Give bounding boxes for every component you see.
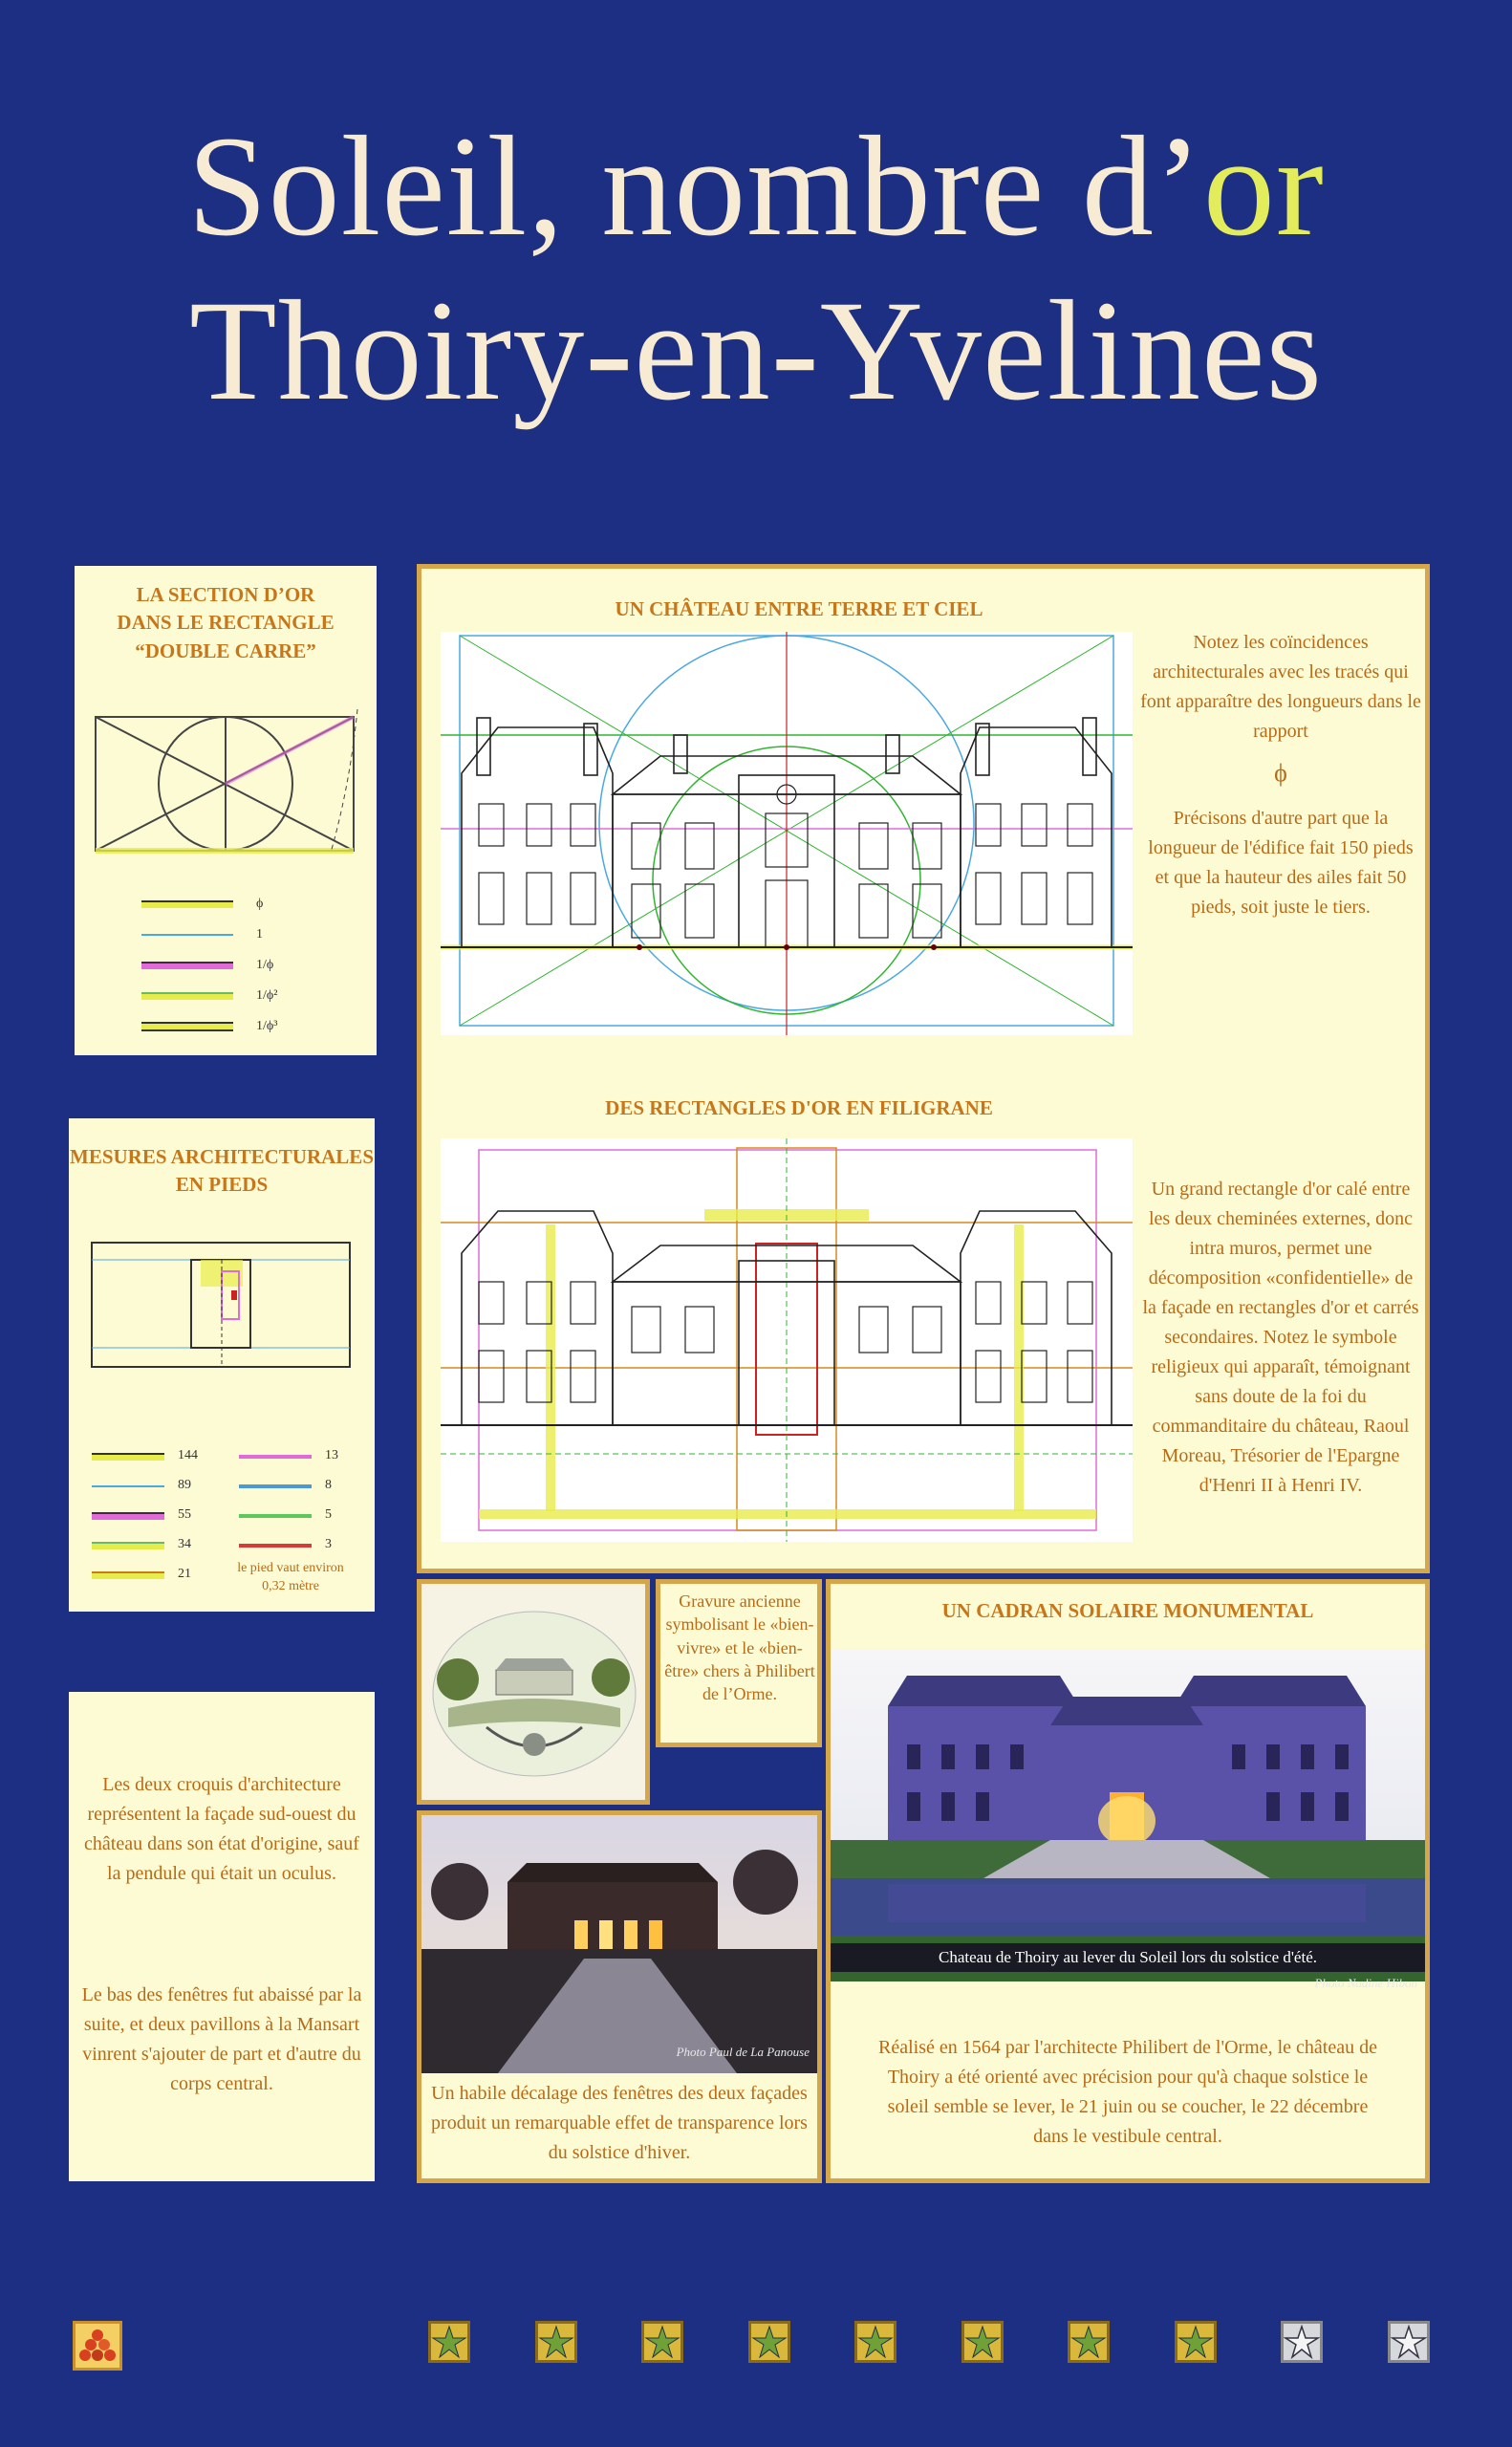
- chateau-panel: [417, 564, 1430, 1573]
- star-icon-silver: [1281, 2321, 1323, 2363]
- star-icon: [535, 2321, 577, 2363]
- mesure-row: [92, 1501, 235, 1530]
- legend-row-inv-phi3: [141, 1011, 333, 1042]
- cadran-panel: [826, 1579, 1430, 2183]
- mesure-swatch: [239, 1514, 312, 1518]
- legend-label: ϕ: [256, 896, 264, 911]
- page-title-line2: Thoiry-en-Yvelines: [189, 271, 1323, 430]
- title-accent: or: [1202, 107, 1325, 266]
- mesure-swatch: [239, 1544, 312, 1548]
- legend-row-1: [141, 920, 333, 950]
- gravure-text-panel: [656, 1579, 822, 1747]
- mesure-swatch: [92, 1453, 164, 1461]
- mesure-row: [239, 1530, 363, 1560]
- legend-swatch: [141, 1022, 233, 1031]
- double-square-diagram: [92, 709, 359, 862]
- mesure-value: 55: [178, 1507, 191, 1523]
- gravure-text: Gravure ancienne symbolisant le «bien-vivre» et le «bien-être» chers à Philibert de l’Orme.: [664, 1592, 815, 1704]
- legend-swatch: [141, 992, 233, 1000]
- mesure-value: 144: [178, 1448, 198, 1463]
- winter-solstice-photo: [421, 1815, 817, 2073]
- summer-solstice-photo: [831, 1649, 1425, 1981]
- mesure-swatch: [92, 1542, 164, 1549]
- mesure-swatch: [239, 1484, 312, 1488]
- cadran-heading: UN CADRAN SOLAIRE MONUMENTAL: [941, 1599, 1314, 1622]
- mesure-value: 8: [325, 1478, 332, 1493]
- section-legend: [141, 889, 333, 1042]
- star-icon: [854, 2321, 896, 2363]
- star-icon: [961, 2321, 1004, 2363]
- gravure-image-panel: [417, 1579, 650, 1805]
- chateau-text-1a: Notez les coïncidences architecturales avec les tracés qui font apparaître des longueurs dans le rapport: [1140, 632, 1421, 742]
- legend-label: 1/ϕ: [256, 957, 274, 972]
- star-icon: [1175, 2321, 1217, 2363]
- croquis-panel: [69, 1692, 375, 2181]
- mesure-row: [92, 1471, 235, 1501]
- legend-row-inv-phi: [141, 950, 333, 981]
- phi-symbol: ϕ: [1274, 759, 1287, 787]
- mesure-row: [239, 1501, 363, 1530]
- croquis-para2: Le bas des fenêtres fut abaissé par la suite, et deux pavillons à la Mansart vinrent s'ajouter de part et d'autre du corps central.: [81, 1984, 362, 2094]
- legend-swatch: [141, 900, 233, 908]
- mesure-value: 5: [325, 1507, 332, 1523]
- star-icon: [641, 2321, 683, 2363]
- legend-swatch: [141, 934, 233, 936]
- mesures-diagram: [88, 1233, 359, 1376]
- star-icon: [748, 2321, 790, 2363]
- mesures-right-legend: [239, 1441, 363, 1560]
- mesure-swatch: [239, 1455, 312, 1459]
- cadran-caption: Chateau de Thoiry au lever du Soleil lors du solstice d'été.: [938, 1948, 1317, 1966]
- mesures-note: le pied vaut environ 0,32 mètre: [237, 1561, 344, 1593]
- hiver-text: Un habile décalage des fenêtres des deux façades produit un remarquable effet de transparence lors du solstice d'hiver.: [431, 2083, 808, 2163]
- section-panel: [75, 566, 377, 1055]
- cadran-photo-credit: Photo Nadine Hibon: [1314, 1976, 1417, 1990]
- legend-label: 1: [256, 926, 263, 942]
- page-title-line1: [0, 107, 1512, 266]
- mesure-row: [92, 1441, 235, 1471]
- chateau-heading-1: UN CHÂTEAU ENTRE TERRE ET CIEL: [615, 597, 983, 620]
- mesure-value: 3: [325, 1537, 332, 1552]
- fruit-pyramid-icon: [73, 2321, 122, 2371]
- mesure-row: [239, 1441, 363, 1471]
- croquis-para1: Les deux croquis d'architecture représentent la façade sud-ouest du château dans son état d'origine, sauf la pendule qui était un oculus.: [84, 1774, 359, 1884]
- mesure-swatch: [92, 1571, 164, 1579]
- mesure-row: [92, 1530, 235, 1560]
- hiver-panel: [417, 1810, 822, 2183]
- chateau-text-1b: Précisons d'autre part que la longueur de l'édifice fait 150 pieds et que la hauteur des ailes fait 50 pieds, soit juste le tiers.: [1148, 808, 1414, 918]
- legend-row-inv-phi2: [141, 981, 333, 1011]
- chateau-text-2: Un grand rectangle d'or calé entre les deux cheminées externes, donc intra muros, permet une décomposition «confidentielle» de la façade en rectangles d'or et carrés secondaires. Notez le symbole religieux qui apparaît, témoignant sans doute de la foi du commanditaire du château, Raoul Moreau, Trésorier de l'Epargne d'Henri II à Henri IV.: [1142, 1179, 1419, 1496]
- section-heading: LA SECTION D’OR DANS LE RECTANGLE “DOUBLE CARRE”: [117, 583, 335, 662]
- facade-drawing-geometry: [441, 632, 1133, 1035]
- gravure-engraving-image: [429, 1603, 639, 1785]
- mesure-value: 89: [178, 1478, 191, 1493]
- mesure-swatch: [92, 1512, 164, 1520]
- stars-row: [428, 2321, 1430, 2374]
- caption-bar: [831, 1943, 1425, 1972]
- mesures-heading: MESURES ARCHITECTURALES EN PIEDS: [70, 1145, 374, 1197]
- star-icon: [428, 2321, 470, 2363]
- mesures-panel: [69, 1118, 375, 1612]
- legend-row-phi: [141, 889, 333, 920]
- mesure-value: 21: [178, 1567, 191, 1582]
- mesure-row: [239, 1471, 363, 1501]
- legend-label: 1/ϕ³: [256, 1018, 278, 1033]
- legend-swatch: [141, 962, 233, 969]
- legend-label: 1/ϕ²: [256, 987, 278, 1003]
- title-text: Soleil, nombre d’: [187, 107, 1203, 266]
- hiver-photo-credit: Photo Paul de La Panouse: [676, 2045, 810, 2059]
- cadran-text: Réalisé en 1564 par l'architecte Philibert de l'Orme, le château de Thoiry a été orienté avec précision pour qu'à chaque solstice le soleil semble se lever, le 21 juin ou se coucher, le 22 décembre dans le vestibule central.: [878, 2037, 1377, 2147]
- facade-drawing-golden-rectangles: [441, 1138, 1133, 1542]
- mesure-value: 34: [178, 1537, 191, 1552]
- mesure-value: 13: [325, 1448, 338, 1463]
- mesure-swatch: [92, 1485, 164, 1487]
- star-icon-silver: [1388, 2321, 1430, 2363]
- star-icon: [1068, 2321, 1110, 2363]
- fruit-pyramid-glyph: [76, 2324, 119, 2368]
- chateau-heading-2: DES RECTANGLES D'OR EN FILIGRANE: [605, 1096, 993, 1119]
